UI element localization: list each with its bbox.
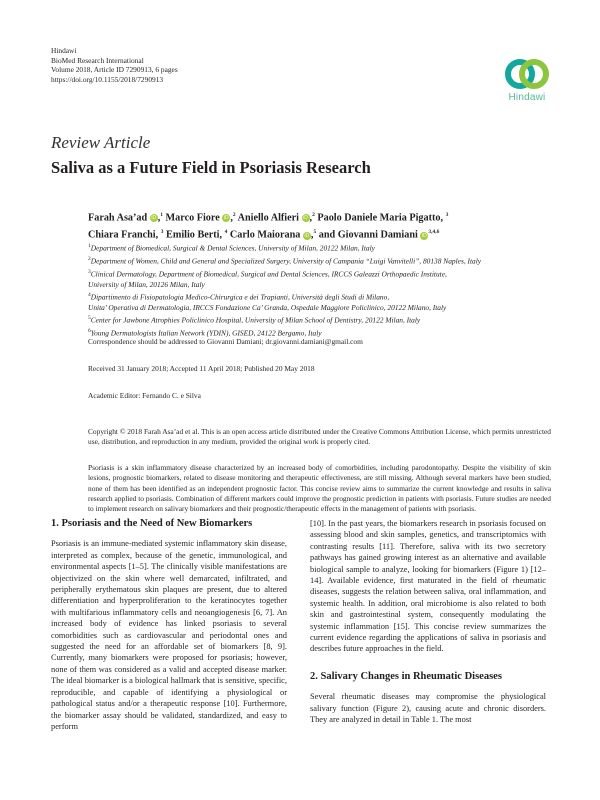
affiliation-line [88,241,558,254]
abstract: Psoriasis is a skin inflammatory disease characterized by an increased body of comorbidities, including parodontopathy. Despite the visibility of skin lesions, prognostic biomarkers, related to disease monitoring and therapeutic effectiveness, are still missing. Although several markers have been studied, none of them has been identified as an independent prognostic factor. This concise review aims to summarize the current knowledge and results in saliva research applied to psoriasis. Combination of different markers could improve the prognostic prediction in patients with psoriasis. Future studies are needed to implement research on salivary biomarkers and their prognostic/therapeutic effects in the management of patients with psoriasis. [88,463,551,514]
journal-info [51,46,178,84]
affiliation-text: Dipartimento di Fisiopatologia Medico-Chirurgica e dei Trapianti, Università degli Studi di Milano, [90,292,390,302]
affiliation-marker: 5 [88,315,91,322]
affiliation-line [88,290,558,303]
publisher-name: Hindawi [51,46,77,55]
author-name: Marco Fiore [165,212,223,224]
doi-link[interactable]: https://doi.org/10.1155/2018/7290913 [51,74,164,84]
section-1-heading: 1. Psoriasis and the Need of New Biomarkers [51,518,253,529]
article-type: Review Article [51,133,151,152]
article-title: Saliva as a Future Field in Psoriasis Research [51,158,371,177]
author-affiliation-marker: 2 [312,212,315,218]
copyright-notice: Copyright © 2018 Farah Asa’ad et al. This is an open access article distributed under the Creative Commons Attribution License, which permits unrestricted use, distribution, and reproduction in any medium, provided the original work is properly cited. [88,427,551,446]
orcid-icon[interactable]: iD [151,215,157,222]
orcid-icon[interactable]: iD [304,232,310,239]
author-name: Carlo Maiorana [229,229,303,241]
author-name: Chiara Franchi, [88,229,161,241]
author-affiliation-marker: 3,4,6 [428,229,440,236]
section-2-text: Several rheumatic diseases may compromise the physiological salivary function (Figure 2), causing acute and chronic disorders. They are analyzed in detail in Table 1. The most [310,692,546,725]
affiliation-marker: 3 [88,268,91,275]
author-name: Farah Asa’ad [88,212,150,224]
affiliation-line [88,303,558,313]
affiliation-text: University of Milan, 20126 Milan, Italy [88,279,205,289]
affiliation-line [88,313,558,326]
section-2-heading: 2. Salivary Changes in Rheumatic Diseases [310,670,502,682]
affiliation-line [88,267,558,280]
orcid-icon[interactable]: iD [223,215,229,222]
academic-editor: Academic Editor: Fernando C. e Silva [88,391,201,400]
affiliation-marker: 6 [88,328,91,335]
correspondence: Correspondence should be addressed to Giovanni Damiani; dr.giovanni.damiani@gmail.com [88,337,363,346]
affiliation-marker: 2 [88,255,91,262]
affiliation-marker: 1 [88,243,91,249]
publication-dates: Received 31 January 2018; Accepted 11 April 2018; Published 20 May 2018 [88,364,315,373]
orcid-icon[interactable]: iD [303,215,308,222]
author-name: and Giovanni Damiani [318,229,421,241]
volume-info: Volume 2018, Article ID 7290913, 6 pages [51,65,178,75]
affiliation-text: Young Dermatologists Italian Network (YDIN), GISED, 24122 Bergamo, Italy [90,328,322,338]
affiliation-text: Clinical Dermatology, Department of Biomedical, Surgical and Dental Sciences, IRCCS Galeazzi Orthopaedic Institute, [90,269,447,279]
author-affiliation-marker: 3 [445,212,449,218]
affiliation-text: Center for Jawbone Atrophies Policlinico Hospital, University of Milan School of Dentistry, 20122 Milan, Italy [90,315,421,325]
section-1-text: Psoriasis is an immune-mediated systemic inflammatory skin disease, interpreted as complex, because of the genetic, immunological, and environmental aspects [1–5]. The clinically visible manifestations are objectivized on the skin where well demarcated, infiltrated, and peripherally erythematous skin plaques are present, due to altered differentiation and hyperproliferation to the keratinocytes together with multifarious inflammatory cells and neoangiogenesis [6, 7]. An increased body of evidence has linked psoriasis to several comorbidities such as cardiovascular and periodontal ones and suggested the need for an affordable set of biomarkers [8, 9]. Currently, many biomarkers were proposed for psoriasis; however, none of them was considered as a valid and accepted disease marker. The ideal biomarker is a biological hallmark that is sensitive, specific, reproducible, and capable of identifying a physiological or pathological status and/or a therapeutic response [10]. Furthermore, the biomarker assay should be validated, standardized, and easy to perform [51,539,287,731]
author-affiliation-marker: 3 [160,229,164,236]
affiliation-text: Department of Biomedical, Surgical & Dental Sciences, University of Milan, 20122 Milan, Italy [90,243,375,253]
author-name: Emilio Berti, [166,229,225,241]
author-affiliation-marker: 1 [160,212,163,218]
author-affiliation-marker: 5 [313,229,317,236]
journal-name: BioMed Research International [51,55,144,65]
left-column [51,518,287,732]
author-affiliation-marker: 4 [224,229,228,236]
right-column [310,518,546,726]
affiliation-text: Unita’ Operativa di Dermatologia, IRCCS Fondazione Ca’ Granda, Ospedale Maggiore Policlinico, 20122 Milano, Italy [88,302,447,312]
affiliation-list [88,241,558,339]
orcid-icon[interactable]: iD [422,232,427,239]
author-name: Aniello Alfieri [237,212,302,224]
affiliation-text: Department of Women, Child and General and Specialized Surgery, University of Campania “Luigi Vanvitelli”, 80138 Naples, Italy [90,256,482,266]
author-affiliation-marker: 2 [232,212,236,218]
author-name: Paolo Daniele Maria Pigatto, [317,212,446,224]
affiliation-marker: 4 [88,292,91,299]
section-1-continued-text: [10]. In the past years, the biomarkers research in psoriasis focused on assessing blood and skin samples, genetics, and transcriptomics with contrasting results [11]. Therefore, saliva with its two secretory pathways has gained growing interest as an alternative and available biological sample to analyze, looking for biomarkers (Figure 1) [12–14]. Available evidence, first maturated in the field of rheumatic diseases, suggests the relation between saliva, oral inflammation, and systemic health. In addition, oral microbiome is also related to both skin and gastrointestinal system, consequently modulating the systemic inflammation [15]. This concise review summarizes the current evidence regarding the applications of saliva in psoriasis and describes future approaches in the field. [310,519,546,654]
affiliation-line [88,280,558,290]
hindawi-logo-text: Hindawi [508,92,546,103]
affiliation-line [88,254,558,267]
author-list: Farah Asa’ad iD ,$^1$ Marco Fiore iD ,$^2$ Aniello Alfieri iD ,$^2$ Paolo Daniele Maria Pigatto, $^3$ Chiara Franchi, $^3$ Emilio Berti, $^4$ Carlo Maiorana iD ,$^5$ and Giovanni Damiani iD$^{3,4,6}$ [88,212,449,241]
